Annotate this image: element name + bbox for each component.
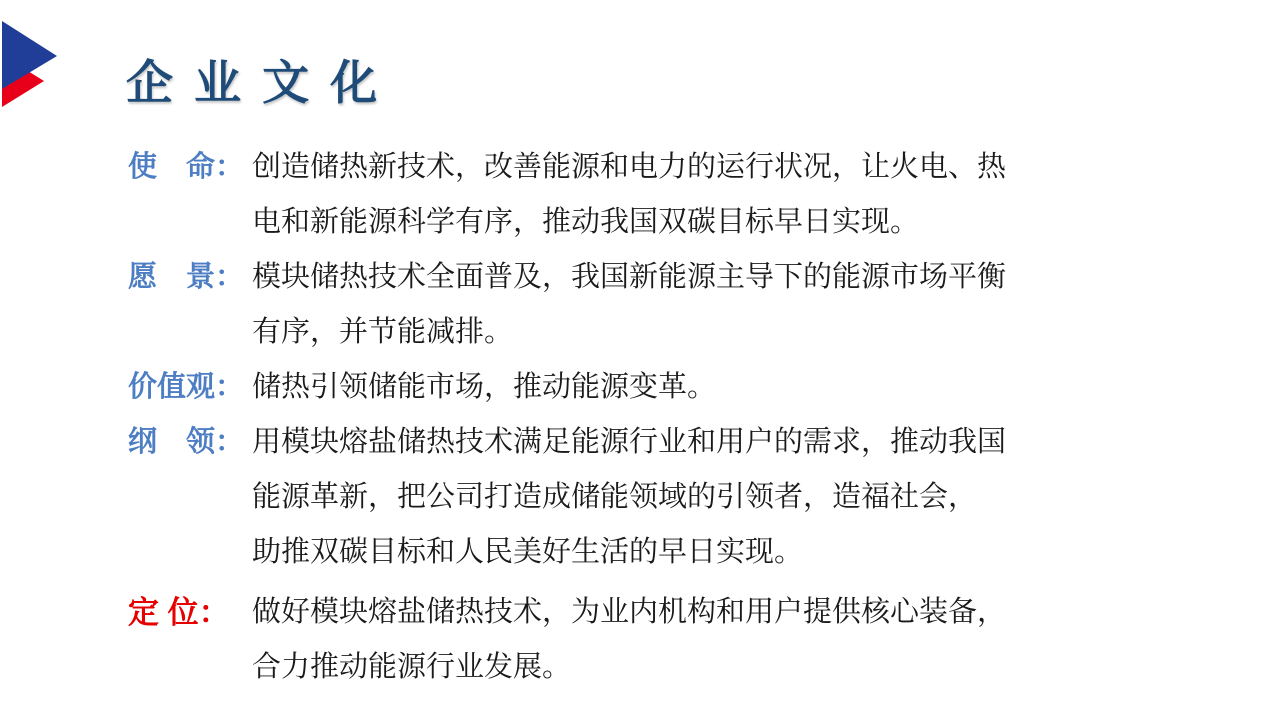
text-line: 电和新能源科学有序，推动我国双碳目标早日实现。 xyxy=(252,206,920,238)
culture-item-program xyxy=(128,415,1158,580)
culture-item-values xyxy=(128,360,1158,415)
vision-label: 愿 景： xyxy=(128,261,245,293)
culture-list xyxy=(128,140,1158,695)
text-line: 有序，并节能减排。 xyxy=(252,316,514,348)
positioning-text xyxy=(252,585,1158,695)
vision-text xyxy=(252,250,1158,360)
culture-item-mission xyxy=(128,140,1158,250)
text-line: 助推双碳目标和人民美好生活的早日实现。 xyxy=(252,536,804,568)
text-line: 模块储热技术全面普及，我国新能源主导下的能源市场平衡 xyxy=(252,261,1007,293)
text-line: 做好模块熔盐储热技术，为业内机构和用户提供核心装备， xyxy=(252,596,1007,628)
corner-arrow-icon xyxy=(0,0,70,115)
text-line: 合力推动能源行业发展。 xyxy=(252,651,572,683)
program-text xyxy=(252,415,1158,580)
text-line: 能源革新，把公司打造成储能领域的引领者，造福社会， xyxy=(252,481,978,513)
values-text xyxy=(252,360,1158,415)
values-label: 价值观： xyxy=(128,371,245,403)
program-label: 纲 领： xyxy=(128,426,245,458)
text-line: 储热引领储能市场，推动能源变革。 xyxy=(252,371,717,403)
culture-item-vision xyxy=(128,250,1158,360)
mission-label: 使 命： xyxy=(128,151,245,183)
positioning-label: 定 位： xyxy=(128,595,230,630)
mission-text xyxy=(252,140,1158,250)
culture-item-positioning xyxy=(128,585,1158,695)
text-line: 用模块熔盐储热技术满足能源行业和用户的需求，推动我国 xyxy=(252,426,1007,458)
page-title: 企 业 文 化 xyxy=(126,56,382,109)
text-line: 创造储热新技术，改善能源和电力的运行状况，让火电、热 xyxy=(252,151,1007,183)
